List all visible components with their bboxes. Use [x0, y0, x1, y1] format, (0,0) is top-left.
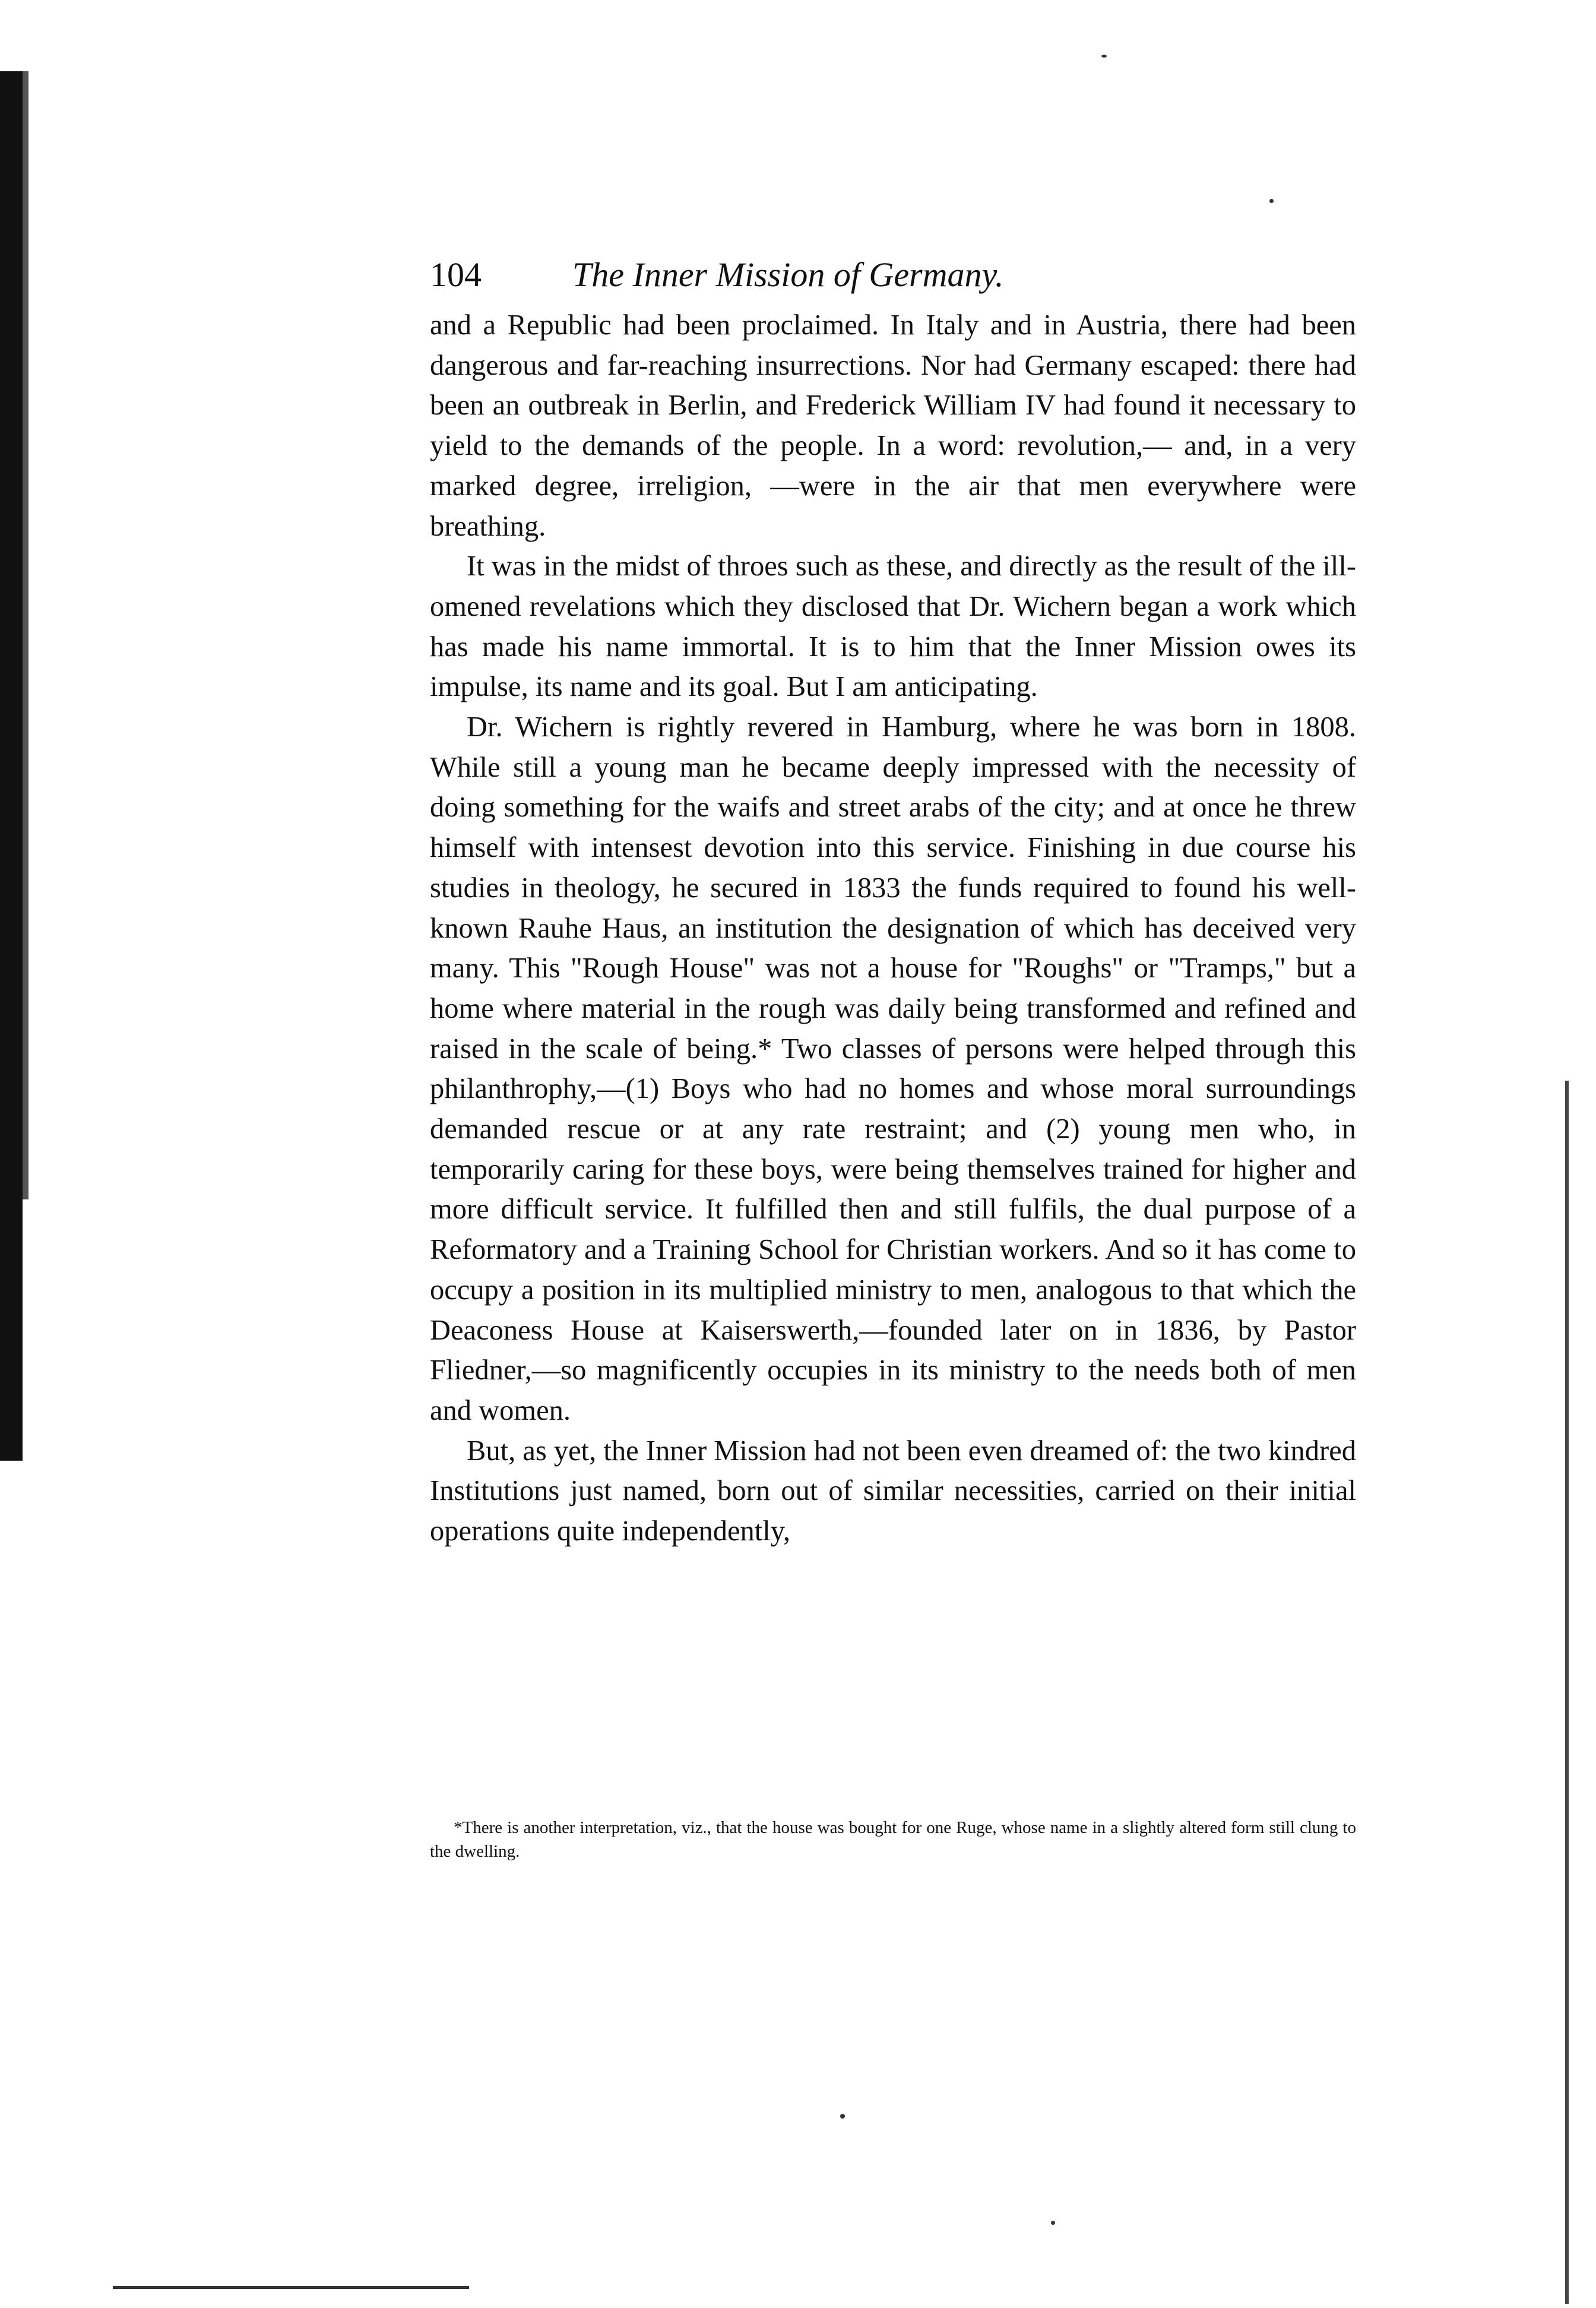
scan-speck [1269, 199, 1274, 203]
footnotes [430, 1816, 1356, 1863]
scan-speck [1101, 55, 1107, 58]
scan-speck [1051, 2221, 1055, 2225]
scan-edge-right [1565, 1081, 1569, 2304]
paragraph: and a Republic had been proclaimed. In Italy and in Austria, there had been dangerous and far-reaching insurrections. Nor had Germany escaped: there had been an outbreak in Berlin, and Frederick William IV had found it necessary to yield to the demands of the people. In a word: revolution,— and, in a very marked degree, irreligion, —were in the air that men everywhere were breathing. [430, 309, 1356, 542]
running-head: The Inner Mission of Germany. [572, 255, 1004, 294]
page-header [430, 254, 1220, 296]
scan-edge-bottom [113, 2286, 469, 2289]
paragraph: It was in the midst of throes such as these, and directly as the result of the ill-omened revelations which they disclosed that Dr. Wichern began a work which has made his name immortal. It is to him that the Inner Mission owes its impulse, its name and its goal. But I am anticipating. [430, 550, 1356, 703]
scan-edge-dark [0, 71, 23, 1461]
footnote: *There is another interpretation, viz., that the house was bought for one Ruge, whose name in a slightly altered form still clung to the dwelling. [430, 1818, 1356, 1861]
scan-edge-shadow [23, 71, 28, 1199]
body-text [430, 305, 1356, 1552]
paragraph: Dr. Wichern is rightly revered in Hamburg, where he was born in 1808. While still a young man he became deeply impressed with the necessity of doing something for the waifs and street arabs of the city; and at once he threw himself with intensest devotion into this service. Finishing in due course his studies in theology, he secured in 1833 the funds required to found his well-known Rauhe Haus, an institution the designation of which has deceived very many. This "Rough House" was not a house for "Roughs" or "Tramps," but a home where material in the rough was daily being transformed and refined and raised in the scale of being.* Two classes of persons were helped through this philanthrophy,—(1) Boys who had no homes and whose moral surroundings demanded rescue or at any rate restraint; and (2) young men who, in temporarily caring for these boys, were being themselves trained for higher and more difficult service. It fulfilled then and still fulfils, the dual purpose of a Reformatory and a Training School for Christian workers. And so it has come to occupy a position in its multiplied ministry to men, analogous to that which the Deaconess House at Kaiserswerth,—founded later on in 1836, by Pastor Fliedner,—so magnificently occupies in its ministry to the needs both of men and women. [430, 711, 1356, 1426]
paragraph: But, as yet, the Inner Mission had not been even dreamed of: the two kindred Institutions just named, born out of similar necessities, carried on their initial operations quite independently, [430, 1435, 1356, 1547]
scan-speck [840, 2114, 845, 2119]
page-number: 104 [430, 255, 482, 294]
